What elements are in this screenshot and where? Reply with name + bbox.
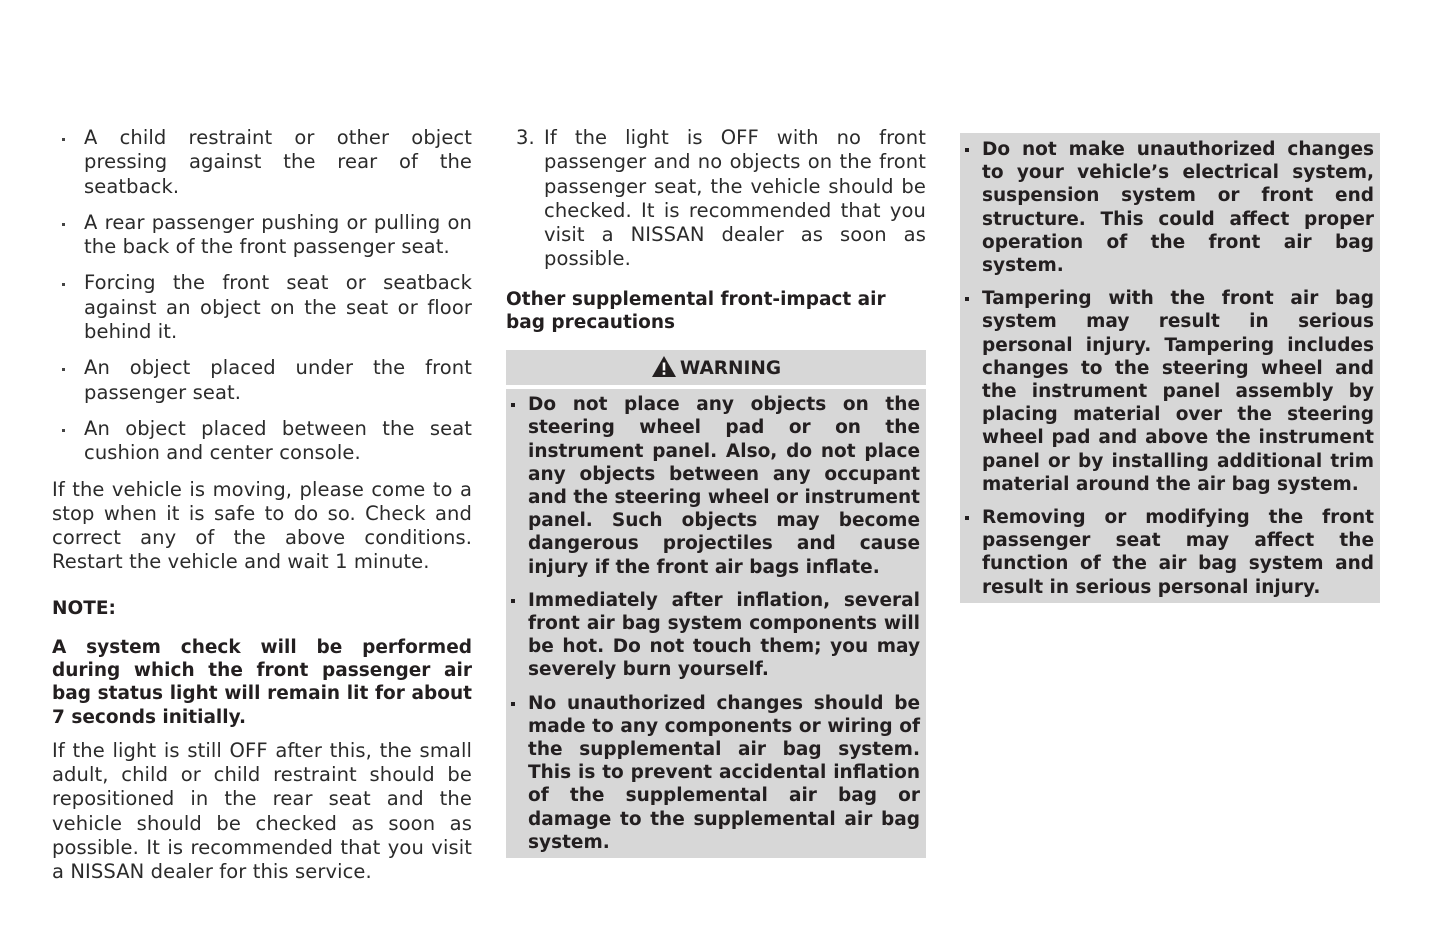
bullet-icon [62, 368, 65, 371]
warning-box [506, 350, 926, 858]
warning-header [506, 350, 926, 389]
note-text: A system check will be performed during which the front passenger air bag status light will remain lit for about 7 seconds initially. [52, 636, 472, 728]
list-item-text: An object placed under the front passenger seat. [84, 356, 472, 404]
list-item-text: Do not make unauthorized changes to your vehicle’s electrical system, suspension system or front end structure. This could affect proper operation of the front air bag system. [982, 139, 1374, 277]
condition-list [52, 126, 472, 466]
warning-continuation-box [960, 133, 1380, 603]
warning-label: WARNING [679, 358, 782, 380]
bullet-icon [511, 702, 515, 706]
warning-list [960, 138, 1374, 599]
bullet-icon [62, 223, 65, 226]
section-heading: Other supplemental front-impact air bag precautions [506, 288, 886, 333]
warning-body [506, 389, 926, 858]
column-middle [506, 126, 926, 858]
list-item [960, 138, 1374, 277]
list-item [52, 356, 472, 405]
list-item [52, 126, 472, 199]
numbered-step [506, 126, 926, 272]
list-item-text: Forcing the front seat or seatback against an object on the seat or floor behind it. [84, 271, 472, 344]
note-heading: NOTE: [52, 597, 116, 619]
list-item-text: Tampering with the front air bag system may result in serious personal injury. Tampering includes changes to the steering wheel and the instrument panel assembly by placing material over the steering wheel pad and above the instrument panel or by installing additional trim material around the air bag system. [982, 288, 1374, 495]
step-number: 3. [516, 126, 535, 149]
warning-list [506, 393, 920, 854]
bullet-icon [62, 283, 65, 286]
bullet-icon [62, 429, 65, 432]
column-left [52, 126, 472, 885]
bullet-icon [965, 516, 969, 520]
list-item [960, 506, 1374, 599]
list-item-text: An object placed between the seat cushion and center console. [84, 416, 472, 465]
list-item [52, 271, 472, 344]
step-text: If the light is OFF with no front passenger and no objects on the front passenger seat, the vehicle should be checked. It is recommended that you visit a NISSAN dealer as soon as possible. [544, 126, 926, 271]
list-item [52, 417, 472, 466]
list-item [506, 692, 920, 854]
list-item-text: A child restraint or other object pressing against the rear of the seatback. [84, 126, 472, 198]
list-item [960, 287, 1374, 496]
list-item-text: No unauthorized changes should be made to any components or wiring of the supplemental air bag system. This is to prevent accidental inflation of the supplemental air bag or damage to the supplemental air bag system. [528, 692, 920, 853]
bullet-icon [62, 138, 65, 141]
list-item-text: A rear passenger pushing or pulling on the back of the front passenger seat. [84, 210, 472, 259]
bullet-icon [965, 148, 969, 152]
bullet-icon [511, 599, 515, 603]
followup-paragraph: If the light is still OFF after this, the small adult, child or child restraint should be repositioned in the rear seat and the vehicle should be checked as soon as possible. It is recommended that you visit a NISSAN dealer for this service. [52, 738, 472, 884]
warning-triangle-icon [651, 355, 677, 378]
bullet-icon [965, 297, 969, 301]
column-right [960, 126, 1380, 603]
instruction-paragraph: If the vehicle is moving, please come to a stop when it is safe to do so. Check and correct any of the above conditions. Restart the vehicle and wait 1 minute. [52, 477, 472, 574]
list-item-text: Immediately after inflation, several front air bag system components will be hot. Do not touch them; you may severely burn yourself. [528, 589, 920, 681]
list-item-text: Do not place any objects on the steering wheel pad or on the instrument panel. Also, do not place any objects between any occupant and the steering wheel or instrument panel. Such objects may become dangerous projectiles and cause injury if the front air bags inflate. [528, 394, 920, 578]
list-item-text: Removing or modifying the front passenger seat may affect the function of the air bag system and result in serious personal injury. [982, 507, 1374, 598]
list-item [506, 589, 920, 682]
list-item [506, 393, 920, 579]
bullet-icon [511, 403, 515, 407]
list-item [52, 211, 472, 260]
